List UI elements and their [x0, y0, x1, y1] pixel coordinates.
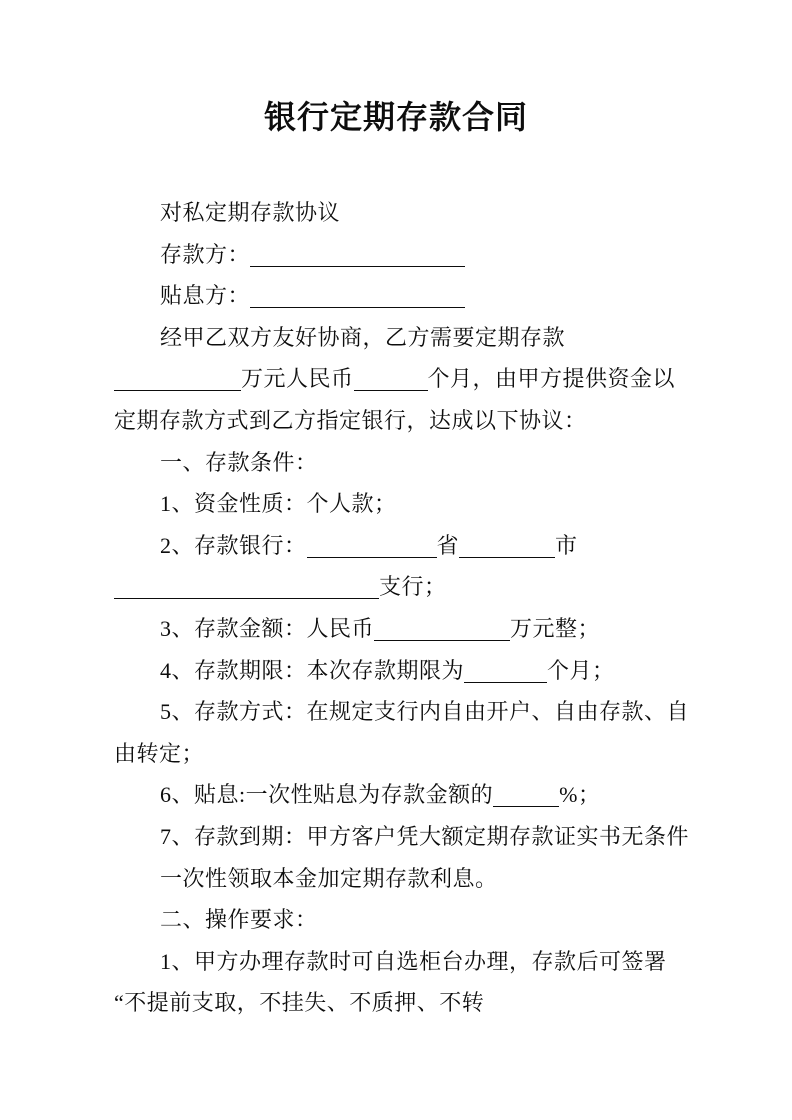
text-run: 2、存款银行：: [160, 532, 307, 558]
text-run: 3、存款金额：人民币: [160, 615, 375, 641]
contract-line: [114, 733, 792, 775]
text-run: 万元整；: [510, 615, 601, 641]
text-run: 由转定；: [114, 740, 205, 766]
text-run: 万元人民币: [241, 366, 354, 392]
fill-in-blank: [374, 618, 510, 641]
contract-line: [114, 483, 792, 525]
text-run: 个月，由甲方提供资金以: [427, 366, 676, 392]
contract-line: [114, 858, 792, 900]
text-run: 贴息方：: [160, 283, 251, 309]
text-run: 省: [436, 532, 460, 558]
contract-line: [114, 566, 792, 608]
contract-line: [114, 317, 792, 359]
document-body: [114, 192, 792, 1024]
text-run: %；: [559, 782, 601, 808]
contract-line: [114, 608, 792, 650]
text-run: 二、操作要求：: [160, 907, 318, 933]
document-title: 银行定期存款合同: [263, 99, 528, 135]
text-run: 支行；: [379, 574, 447, 600]
contract-line: [114, 774, 792, 816]
contract-line: [114, 650, 792, 692]
contract-line: [114, 400, 792, 442]
fill-in-blank: [493, 784, 559, 807]
contract-line: [114, 234, 792, 276]
text-run: 个月；: [547, 657, 615, 683]
text-run: 6、贴息:一次性贴息为存款金额的: [160, 782, 494, 808]
contract-line: [114, 275, 792, 317]
text-run: 一、存款条件：: [160, 449, 318, 475]
fill-in-blank: [250, 244, 465, 267]
text-run: 1、甲方办理存款时可自选柜台办理，存款后可签署: [160, 948, 667, 974]
fill-in-blank: [459, 535, 555, 558]
fill-in-blank: [307, 535, 437, 558]
contract-line: [114, 982, 792, 1024]
text-run: 定期存款方式到乙方指定银行，达成以下协议：: [114, 407, 587, 433]
text-run: 7、存款到期：甲方客户凭大额定期存款证实书无条件: [160, 823, 690, 849]
text-run: 对私定期存款协议: [160, 200, 341, 225]
contract-line: [114, 691, 792, 733]
contract-line: [114, 358, 792, 400]
contract-line: [114, 192, 792, 234]
fill-in-blank: [114, 576, 379, 599]
text-run: 存款方：: [160, 241, 251, 267]
text-run: 经甲乙双方友好协商，乙方需要定期存款: [160, 324, 566, 350]
text-run: 4、存款期限：本次存款期限为: [160, 657, 465, 683]
text-run: 市: [555, 532, 578, 558]
contract-line: [114, 941, 792, 983]
contract-line: [114, 525, 792, 567]
fill-in-blank: [464, 660, 547, 683]
fill-in-blank: [114, 368, 241, 391]
text-run: 1、资金性质：个人款；: [160, 491, 397, 517]
text-run: “不提前支取，不挂失、不质押、不转: [114, 990, 485, 1016]
text-run: 5、存款方式：在规定支行内自由开户、自由存款、自: [160, 699, 690, 725]
fill-in-blank: [354, 368, 428, 391]
fill-in-blank: [250, 285, 465, 308]
contract-line: [114, 816, 792, 858]
contract-line: [114, 442, 792, 484]
text-run: 一次性领取本金加定期存款利息。: [160, 865, 498, 891]
contract-line: [114, 899, 792, 941]
